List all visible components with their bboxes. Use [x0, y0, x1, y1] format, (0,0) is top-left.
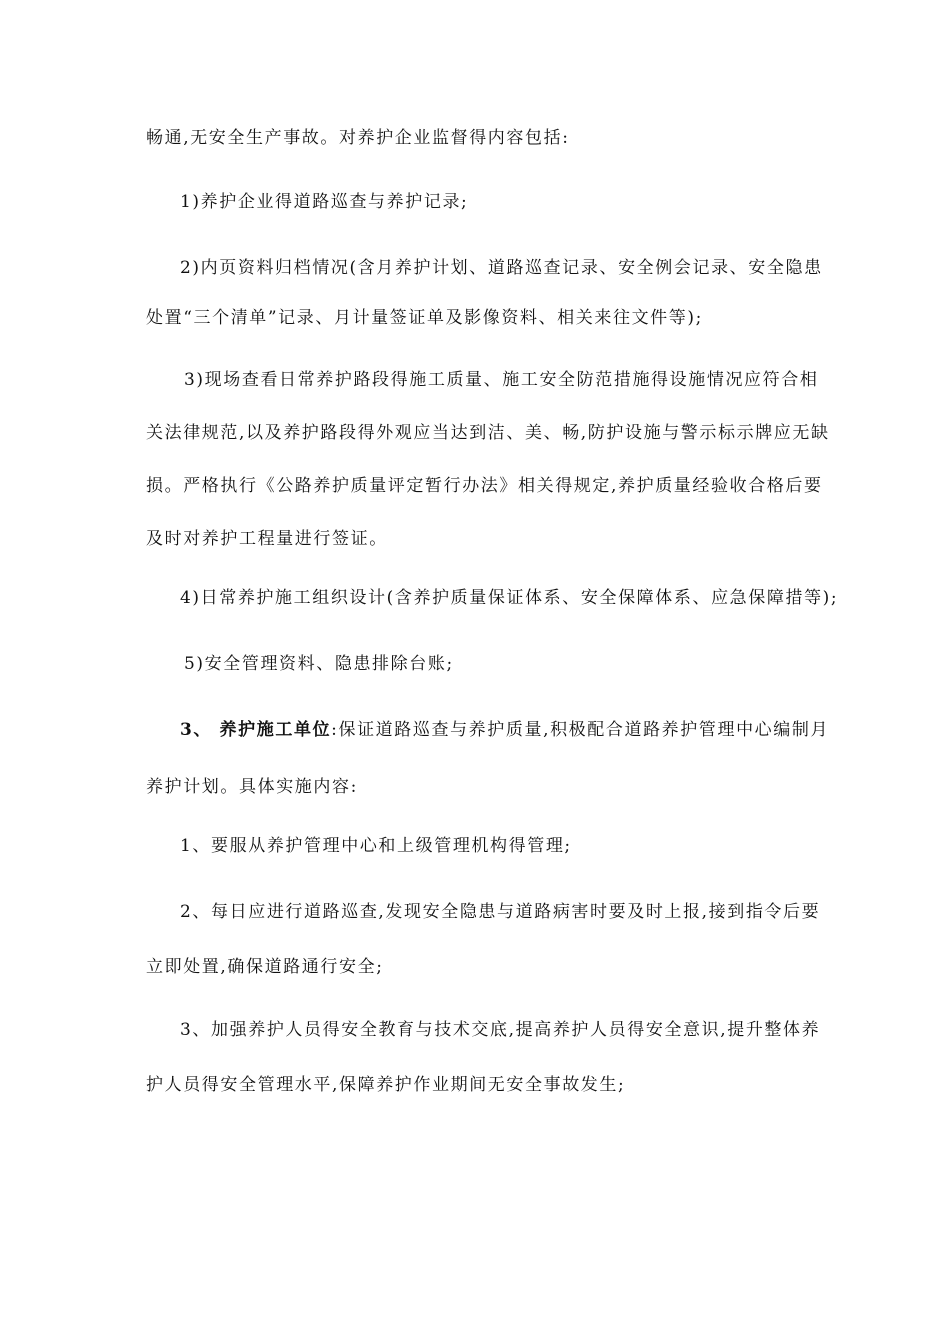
- text-line: 损。严格执行《公路养护质量评定暂行办法》相关得规定,养护质量经验收合格后要: [146, 476, 823, 496]
- text-line: 3、加强养护人员得安全教育与技术交底,提高养护人员得安全意识,提升整体养: [180, 1020, 821, 1040]
- section-heading: 3、 养护施工单位: [180, 720, 332, 740]
- task-item-2: [146, 888, 846, 991]
- list-item-3: [146, 356, 846, 563]
- text-line: 立即处置,确保道路通行安全;: [146, 957, 384, 977]
- text-line: 畅通,无安全生产事故。对养护企业监督得内容包括:: [146, 128, 570, 148]
- section-3: [146, 706, 846, 811]
- section-heading-line: [146, 706, 846, 754]
- text-line: 处置“三个清单”记录、月计量签证单及影像资料、相关来往文件等);: [146, 308, 703, 328]
- text-line: 及时对养护工程量进行签证。: [146, 529, 388, 549]
- text-line: 4)日常养护施工组织设计(含养护质量保证体系、安全保障体系、应急保障措等);: [180, 588, 839, 608]
- text-line: 护人员得安全管理水平,保障养护作业期间无安全事故发生;: [146, 1075, 626, 1095]
- list-item-5: [146, 640, 846, 688]
- text-line: 3)现场查看日常养护路段得施工质量、施工安全防范措施得设施情况应符合相: [184, 370, 819, 390]
- task-item-3: [146, 1006, 846, 1109]
- list-item-1: [180, 178, 880, 226]
- section-heading-text: :保证道路巡查与养护质量,积极配合道路养护管理中心编制月: [331, 720, 830, 740]
- paragraph-intro: [146, 114, 846, 162]
- text-line: 2、每日应进行道路巡查,发现安全隐患与道路病害时要及时上报,接到指令后要: [180, 902, 821, 922]
- text-line: 2)内页资料归档情况(含月养护计划、道路巡查记录、安全例会记录、安全隐患: [180, 258, 823, 278]
- task-item-1: [146, 822, 846, 870]
- text-line: 养护计划。具体实施内容:: [146, 777, 358, 797]
- text-line: 关法律规范,以及养护路段得外观应当达到洁、美、畅,防护设施与警示标示牌应无缺: [146, 423, 830, 443]
- text-line: 1、要服从养护管理中心和上级管理机构得管理;: [180, 836, 572, 856]
- text-line: 5)安全管理资料、隐患排除台账;: [184, 654, 454, 674]
- list-item-4: [146, 574, 846, 622]
- list-item-2: [146, 244, 846, 342]
- text-line: 1)养护企业得道路巡查与养护记录;: [180, 192, 469, 212]
